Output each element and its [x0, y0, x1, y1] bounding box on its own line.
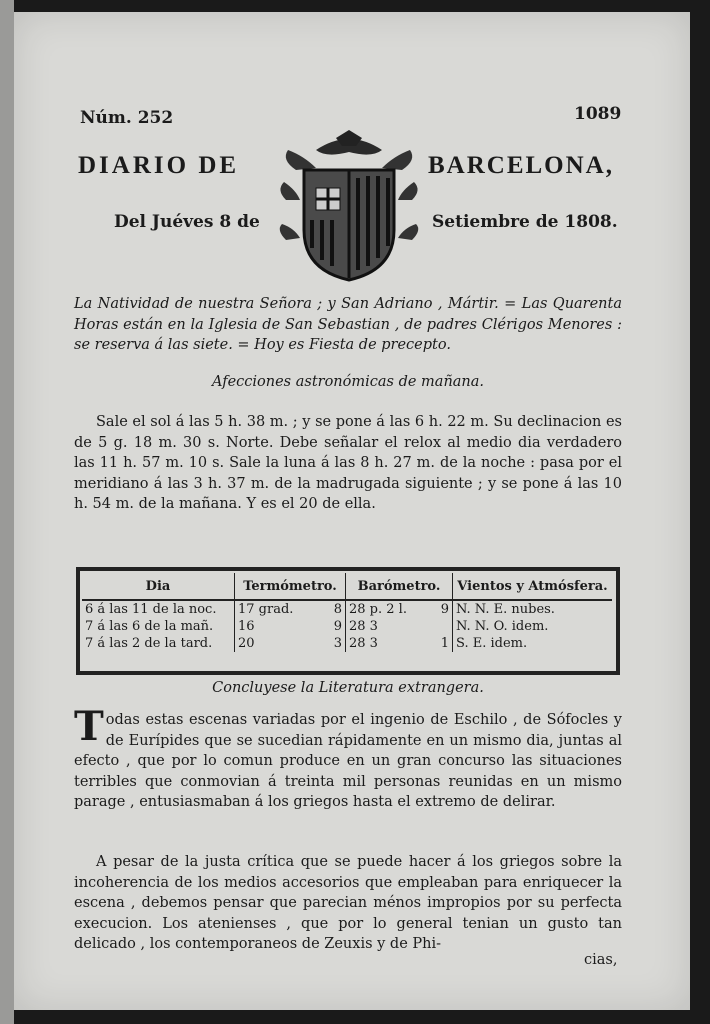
header-termometro: Termómetro.: [235, 573, 346, 600]
header-vientos: Vientos y Atmósfera.: [453, 573, 613, 600]
cell-term: 16 9: [235, 618, 346, 635]
weather-table: [76, 567, 620, 675]
cell-term: 20 3: [235, 635, 346, 652]
header-barometro: Barómetro.: [346, 573, 453, 600]
cell-baro: 28 3 1: [346, 635, 453, 652]
cell-dia: 7 á las 6 de la mañ.: [82, 618, 235, 635]
date-right: Setiembre de 1808.: [432, 212, 618, 232]
cell-baro: 28 3: [346, 618, 453, 635]
cell-dia: 7 á las 2 de la tard.: [82, 635, 235, 652]
cell-term: 17 grad. 8: [235, 600, 346, 618]
cell-baro: 28 p. 2 l. 9: [346, 600, 453, 618]
date-left: Del Juéves 8 de: [114, 212, 260, 232]
page-number: 1089: [574, 104, 622, 124]
newspaper-page: [14, 12, 690, 1010]
page-edge: [0, 0, 14, 1024]
issue-number: Núm. 252: [80, 108, 174, 128]
cell-vientos: N. N. E. nubes.: [456, 602, 555, 617]
cell-dia: 6 á las 11 de la noc.: [82, 600, 235, 618]
astronomy-paragraph: Sale el sol á las 5 h. 38 m. ; y se pone á las 6 h. 22 m. Su declinacion es de 5 g. 18 m. 30 s. Norte. Debe señalar el relox al medio dia verdadero las 11 h. 57 m. 10 s. Sale la luna á las 8 h. 27 m. de la noche : pasa por el meridiano á las 3 h. 37 m. de la madrugada siguiente ; y se pone á las 10 h. 54 m. de la mañana. Y es el 20 de ella.: [74, 414, 622, 512]
header-dia: Dia: [82, 573, 235, 600]
coat-of-arms-icon: [276, 130, 422, 288]
astronomy-heading: Afecciones astronómicas de mañana.: [211, 374, 485, 390]
literature-heading: Concluyese la Literatura extrangera.: [212, 680, 484, 696]
table-row: [82, 618, 612, 635]
catchword: cias,: [584, 952, 618, 968]
table-row: [82, 600, 612, 618]
drop-cap: T: [74, 703, 104, 750]
literature-paragraph-1: Todas estas escenas variadas por el ingenio de Eschilo , de Sófocles y de Eurípides que se sucedian rápidamente en un mismo dia, juntas al efecto , que por lo comun produce en un gran concurso las situaciones terribles que conmovian á treinta mil personas reunidas en un mismo parage , entusiasmaban á los griegos hasta el extremo de delirar.: [74, 703, 622, 810]
masthead-left: DIARIO DE: [78, 152, 240, 179]
table-row: [82, 635, 612, 652]
literature-paragraph-2: A pesar de la justa crítica que se puede hacer á los griegos sobre la incoherencia de los medios accesorios que empleaban para enriquecer la escena , debemos pensar que parecian ménos impropios por su perfecta execucion. Los atenienses , que por lo general tenian un gusto tan delicado , los contemporaneos de Zeuxis y de Phi-: [74, 854, 622, 952]
masthead-right: BARCELONA,: [428, 152, 614, 179]
notice-paragraph: La Natividad de nuestra Señora ; y San Adriano , Mártir. = Las Quarenta Horas están en la Iglesia de San Sebastian , de padres Clérigos Menores : se reserva á las siete. = Hoy es Fiesta de precepto.: [74, 296, 622, 353]
cell-vientos: S. E. idem.: [456, 636, 528, 651]
cell-vientos: N. N. O. idem.: [456, 619, 549, 634]
